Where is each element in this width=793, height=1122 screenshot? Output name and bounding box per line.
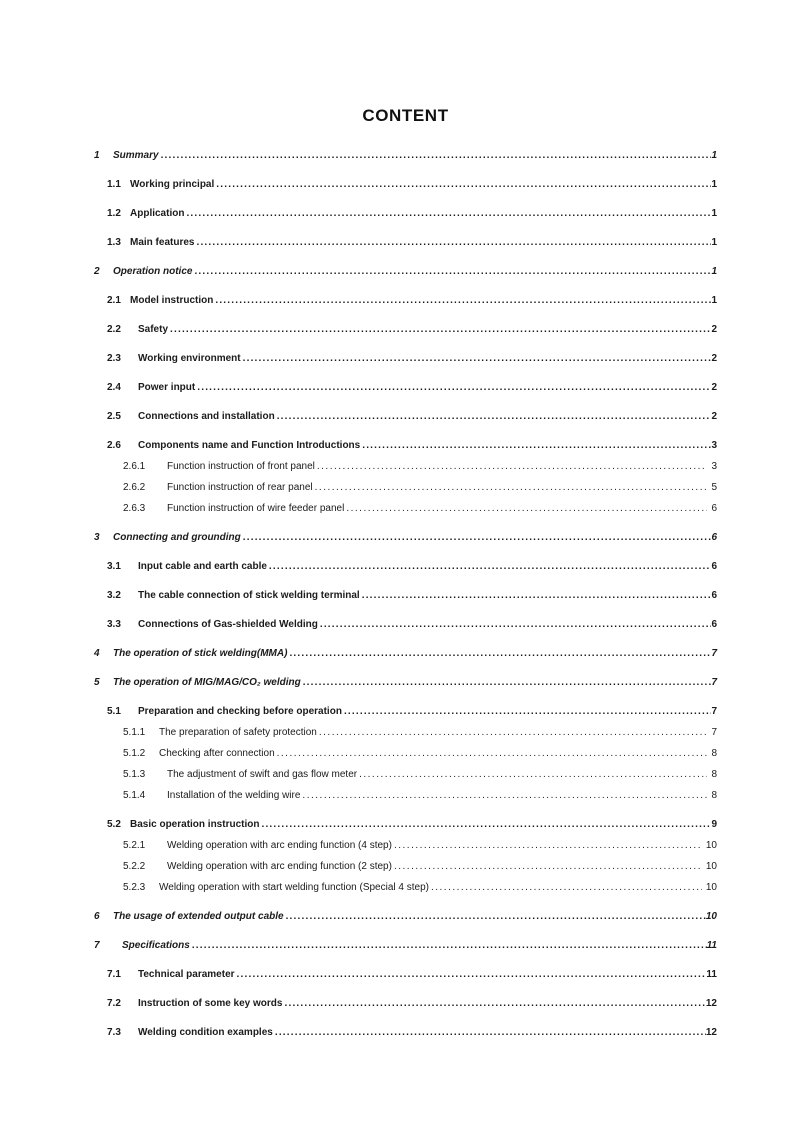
dot-leader: [237, 967, 707, 982]
toc-entry: [94, 938, 717, 953]
toc-entry-number: 7: [94, 940, 100, 951]
toc-entry-label: Welding operation with arc ending function (2 step): [167, 861, 392, 872]
dot-leader: [431, 880, 702, 895]
toc-entry-page: 10: [705, 840, 717, 851]
toc-entry: [94, 559, 717, 574]
toc-entry-label: Working principal: [130, 179, 215, 190]
toc-entry: [94, 788, 717, 803]
toc-entry-number: 2.1: [107, 295, 121, 306]
dot-leader: [302, 788, 707, 803]
toc-entry-page: 10: [705, 911, 717, 922]
toc-entry-label: Function instruction of front panel: [167, 461, 315, 472]
toc-entry-number: 2.5: [107, 411, 121, 422]
toc-entry: [94, 148, 717, 163]
toc-entry-label: Welding operation with arc ending function (4 step): [167, 840, 392, 851]
toc-entry-page: 8: [711, 790, 717, 801]
toc-entry-page: 1: [711, 237, 717, 248]
toc-entry-page: 12: [705, 998, 717, 1009]
toc-entry-label: Instruction of some key words: [138, 998, 283, 1009]
toc-entry-page: 5: [711, 482, 717, 493]
toc-entry-label: Specifications: [122, 940, 190, 951]
toc-entry-number: 5.2.2: [123, 861, 146, 872]
toc-entry-page: 3: [711, 440, 717, 451]
toc-entry: [94, 704, 717, 719]
toc-entry-label: Basic operation instruction: [130, 819, 260, 830]
toc-entry-number: 1.2: [107, 208, 121, 219]
toc-entry-number: 5.1.4: [123, 790, 146, 801]
dot-leader: [284, 996, 705, 1011]
toc-entry-page: 2: [711, 411, 717, 422]
toc-entry: [94, 530, 717, 545]
toc-entry-page: 1: [711, 208, 717, 219]
toc-entry-label: Model instruction: [130, 295, 214, 306]
toc-entry-label: Connecting and grounding: [113, 532, 241, 543]
toc-entry-label: Technical parameter: [138, 969, 235, 980]
toc-entry-number: 5.1: [107, 706, 121, 717]
toc-entry-label: Main features: [130, 237, 195, 248]
dot-leader: [344, 704, 712, 719]
toc-entry-label: Summary: [113, 150, 159, 161]
toc-entry-number: 7.2: [107, 998, 121, 1009]
toc-entry-page: 6: [711, 532, 717, 543]
toc-entry-page: 7: [711, 706, 717, 717]
dot-leader: [320, 617, 712, 632]
toc-entry-page: 2: [711, 382, 717, 393]
toc-entry-label: Welding condition examples: [138, 1027, 273, 1038]
dot-leader: [286, 909, 706, 924]
dot-leader: [161, 148, 712, 163]
toc-entry-page: 12: [705, 1027, 717, 1038]
toc-entry: [94, 501, 717, 516]
toc-entry: [94, 617, 717, 632]
toc-entry-number: 4: [94, 648, 100, 659]
dot-leader: [243, 351, 712, 366]
toc-entry: [94, 817, 717, 832]
dot-leader: [197, 380, 711, 395]
toc-entry: [94, 767, 717, 782]
toc-entry-page: 8: [711, 748, 717, 759]
toc-entry-label: Installation of the welding wire: [167, 790, 301, 801]
toc-entry-page: 9: [711, 819, 717, 830]
toc-entry-number: 2.4: [107, 382, 121, 393]
toc-entry-label: Welding operation with start welding function (Special 4 step): [159, 882, 429, 893]
toc-entry: [94, 351, 717, 366]
toc-entry: [94, 264, 717, 279]
toc-entry: [94, 967, 717, 982]
toc-entry-page: 7: [711, 727, 717, 738]
toc-entry-page: 8: [711, 769, 717, 780]
toc-entry-label: Checking after connection: [159, 748, 275, 759]
toc-entry-number: 1.3: [107, 237, 121, 248]
toc-entry: [94, 380, 717, 395]
toc-entry-number: 5.1.3: [123, 769, 146, 780]
toc-entry: [94, 880, 717, 895]
toc-entry-page: 7: [711, 648, 717, 659]
toc-entry-number: 2.6.3: [123, 503, 146, 514]
toc-entry: [94, 859, 717, 874]
toc-entry-label: The adjustment of swift and gas flow meter: [167, 769, 358, 780]
toc-entry-label: The operation of stick welding(MMA): [113, 648, 288, 659]
toc-entry-label: Connections of Gas-shielded Welding: [138, 619, 318, 630]
toc-entry-number: 3: [94, 532, 100, 543]
toc-entry: [94, 480, 717, 495]
toc-entry: [94, 293, 717, 308]
toc-entry: [94, 909, 717, 924]
dot-leader: [269, 559, 712, 574]
toc-entry-label: Application: [130, 208, 185, 219]
toc-entry: [94, 177, 717, 192]
toc-entry: [94, 675, 717, 690]
dot-leader: [277, 746, 708, 761]
toc-entry-label: The operation of MIG/MAG/CO₂ welding: [113, 677, 301, 688]
toc-entry-label: Safety: [138, 324, 169, 335]
toc-entry-label: The preparation of safety protection: [159, 727, 317, 738]
toc-entry-number: 1.1: [107, 179, 121, 190]
toc-entry: [94, 1025, 717, 1040]
toc-entry-label: Power input: [138, 382, 196, 393]
toc-entry-number: 5.2.1: [123, 840, 146, 851]
toc-entry-number: 7.1: [107, 969, 121, 980]
toc-entry-number: 2.6.1: [123, 461, 146, 472]
toc-entry-number: 5.1.1: [123, 727, 146, 738]
dot-leader: [359, 767, 707, 782]
dot-leader: [170, 322, 711, 337]
toc-entry-label: Function instruction of rear panel: [167, 482, 313, 493]
toc-entry-number: 2.2: [107, 324, 121, 335]
dot-leader: [362, 588, 712, 603]
toc-entry: [94, 438, 717, 453]
dot-leader: [243, 530, 712, 545]
toc-entry-label: Working environment: [138, 353, 241, 364]
toc-entry-label: Preparation and checking before operation: [138, 706, 342, 717]
toc-entry-page: 10: [705, 882, 717, 893]
toc-entry-page: 1: [711, 179, 717, 190]
toc-entry: [94, 206, 717, 221]
dot-leader: [319, 725, 708, 740]
page-title: CONTENT: [362, 106, 449, 125]
toc-entry-number: 2.6.2: [123, 482, 146, 493]
toc-entry-number: 5.2: [107, 819, 121, 830]
toc-entry-page: 3: [711, 461, 717, 472]
dot-leader: [303, 675, 712, 690]
toc-entry-page: 1: [711, 266, 717, 277]
toc-entry-number: 3.1: [107, 561, 121, 572]
dot-leader: [277, 409, 712, 424]
toc-entry-page: 1: [711, 295, 717, 306]
toc-entry: [94, 409, 717, 424]
toc-entry: [94, 746, 717, 761]
toc-entry: [94, 588, 717, 603]
toc-entry: [94, 996, 717, 1011]
dot-leader: [362, 438, 711, 453]
toc-entry-page: 2: [711, 353, 717, 364]
toc-entry-label: The usage of extended output cable: [113, 911, 284, 922]
toc-entry-page: 6: [711, 590, 717, 601]
toc-entry-page: 6: [711, 503, 717, 514]
dot-leader: [192, 938, 707, 953]
dot-leader: [196, 235, 711, 250]
toc-entry-label: The cable connection of stick welding terminal: [138, 590, 360, 601]
toc-entry-page: 11: [706, 969, 717, 980]
toc-entry-page: 7: [711, 677, 717, 688]
toc-entry-label: Connections and installation: [138, 411, 275, 422]
dot-leader: [216, 177, 711, 192]
toc-entry-number: 2: [94, 266, 100, 277]
toc-entry-number: 6: [94, 911, 100, 922]
toc-entry-number: 2.6: [107, 440, 121, 451]
dot-leader: [317, 459, 708, 474]
toc-entry-number: 7.3: [107, 1027, 121, 1038]
toc-entry-number: 5.1.2: [123, 748, 146, 759]
toc-entry-number: 5.2.3: [123, 882, 146, 893]
toc-entry-label: Components name and Function Introductions: [138, 440, 361, 451]
toc-entry: [94, 322, 717, 337]
toc-entry-number: 5: [94, 677, 100, 688]
toc-entry-page: 6: [711, 619, 717, 630]
toc-entry-page: 11: [706, 940, 717, 951]
toc-entry: [94, 838, 717, 853]
toc-entry-page: 2: [711, 324, 717, 335]
dot-leader: [289, 646, 711, 661]
dot-leader: [315, 480, 708, 495]
dot-leader: [275, 1025, 706, 1040]
toc-entry: [94, 725, 717, 740]
dot-leader: [394, 838, 702, 853]
toc-entry-number: 3.2: [107, 590, 121, 601]
toc-entry-label: Function instruction of wire feeder panel: [167, 503, 345, 514]
table-of-contents: [94, 148, 717, 1040]
dot-leader: [194, 264, 711, 279]
dot-leader: [346, 501, 707, 516]
toc-entry-label: Operation notice: [113, 266, 193, 277]
toc-entry: [94, 646, 717, 661]
toc-entry-page: 6: [711, 561, 717, 572]
toc-entry-number: 1: [94, 150, 100, 161]
toc-entry-number: 3.3: [107, 619, 121, 630]
dot-leader: [261, 817, 711, 832]
toc-entry-page: 10: [705, 861, 717, 872]
toc-entry-number: 2.3: [107, 353, 121, 364]
toc-entry-page: 1: [711, 150, 717, 161]
dot-leader: [394, 859, 702, 874]
toc-entry: [94, 459, 717, 474]
dot-leader: [215, 293, 711, 308]
dot-leader: [186, 206, 711, 221]
toc-entry: [94, 235, 717, 250]
toc-entry-label: Input cable and earth cable: [138, 561, 267, 572]
